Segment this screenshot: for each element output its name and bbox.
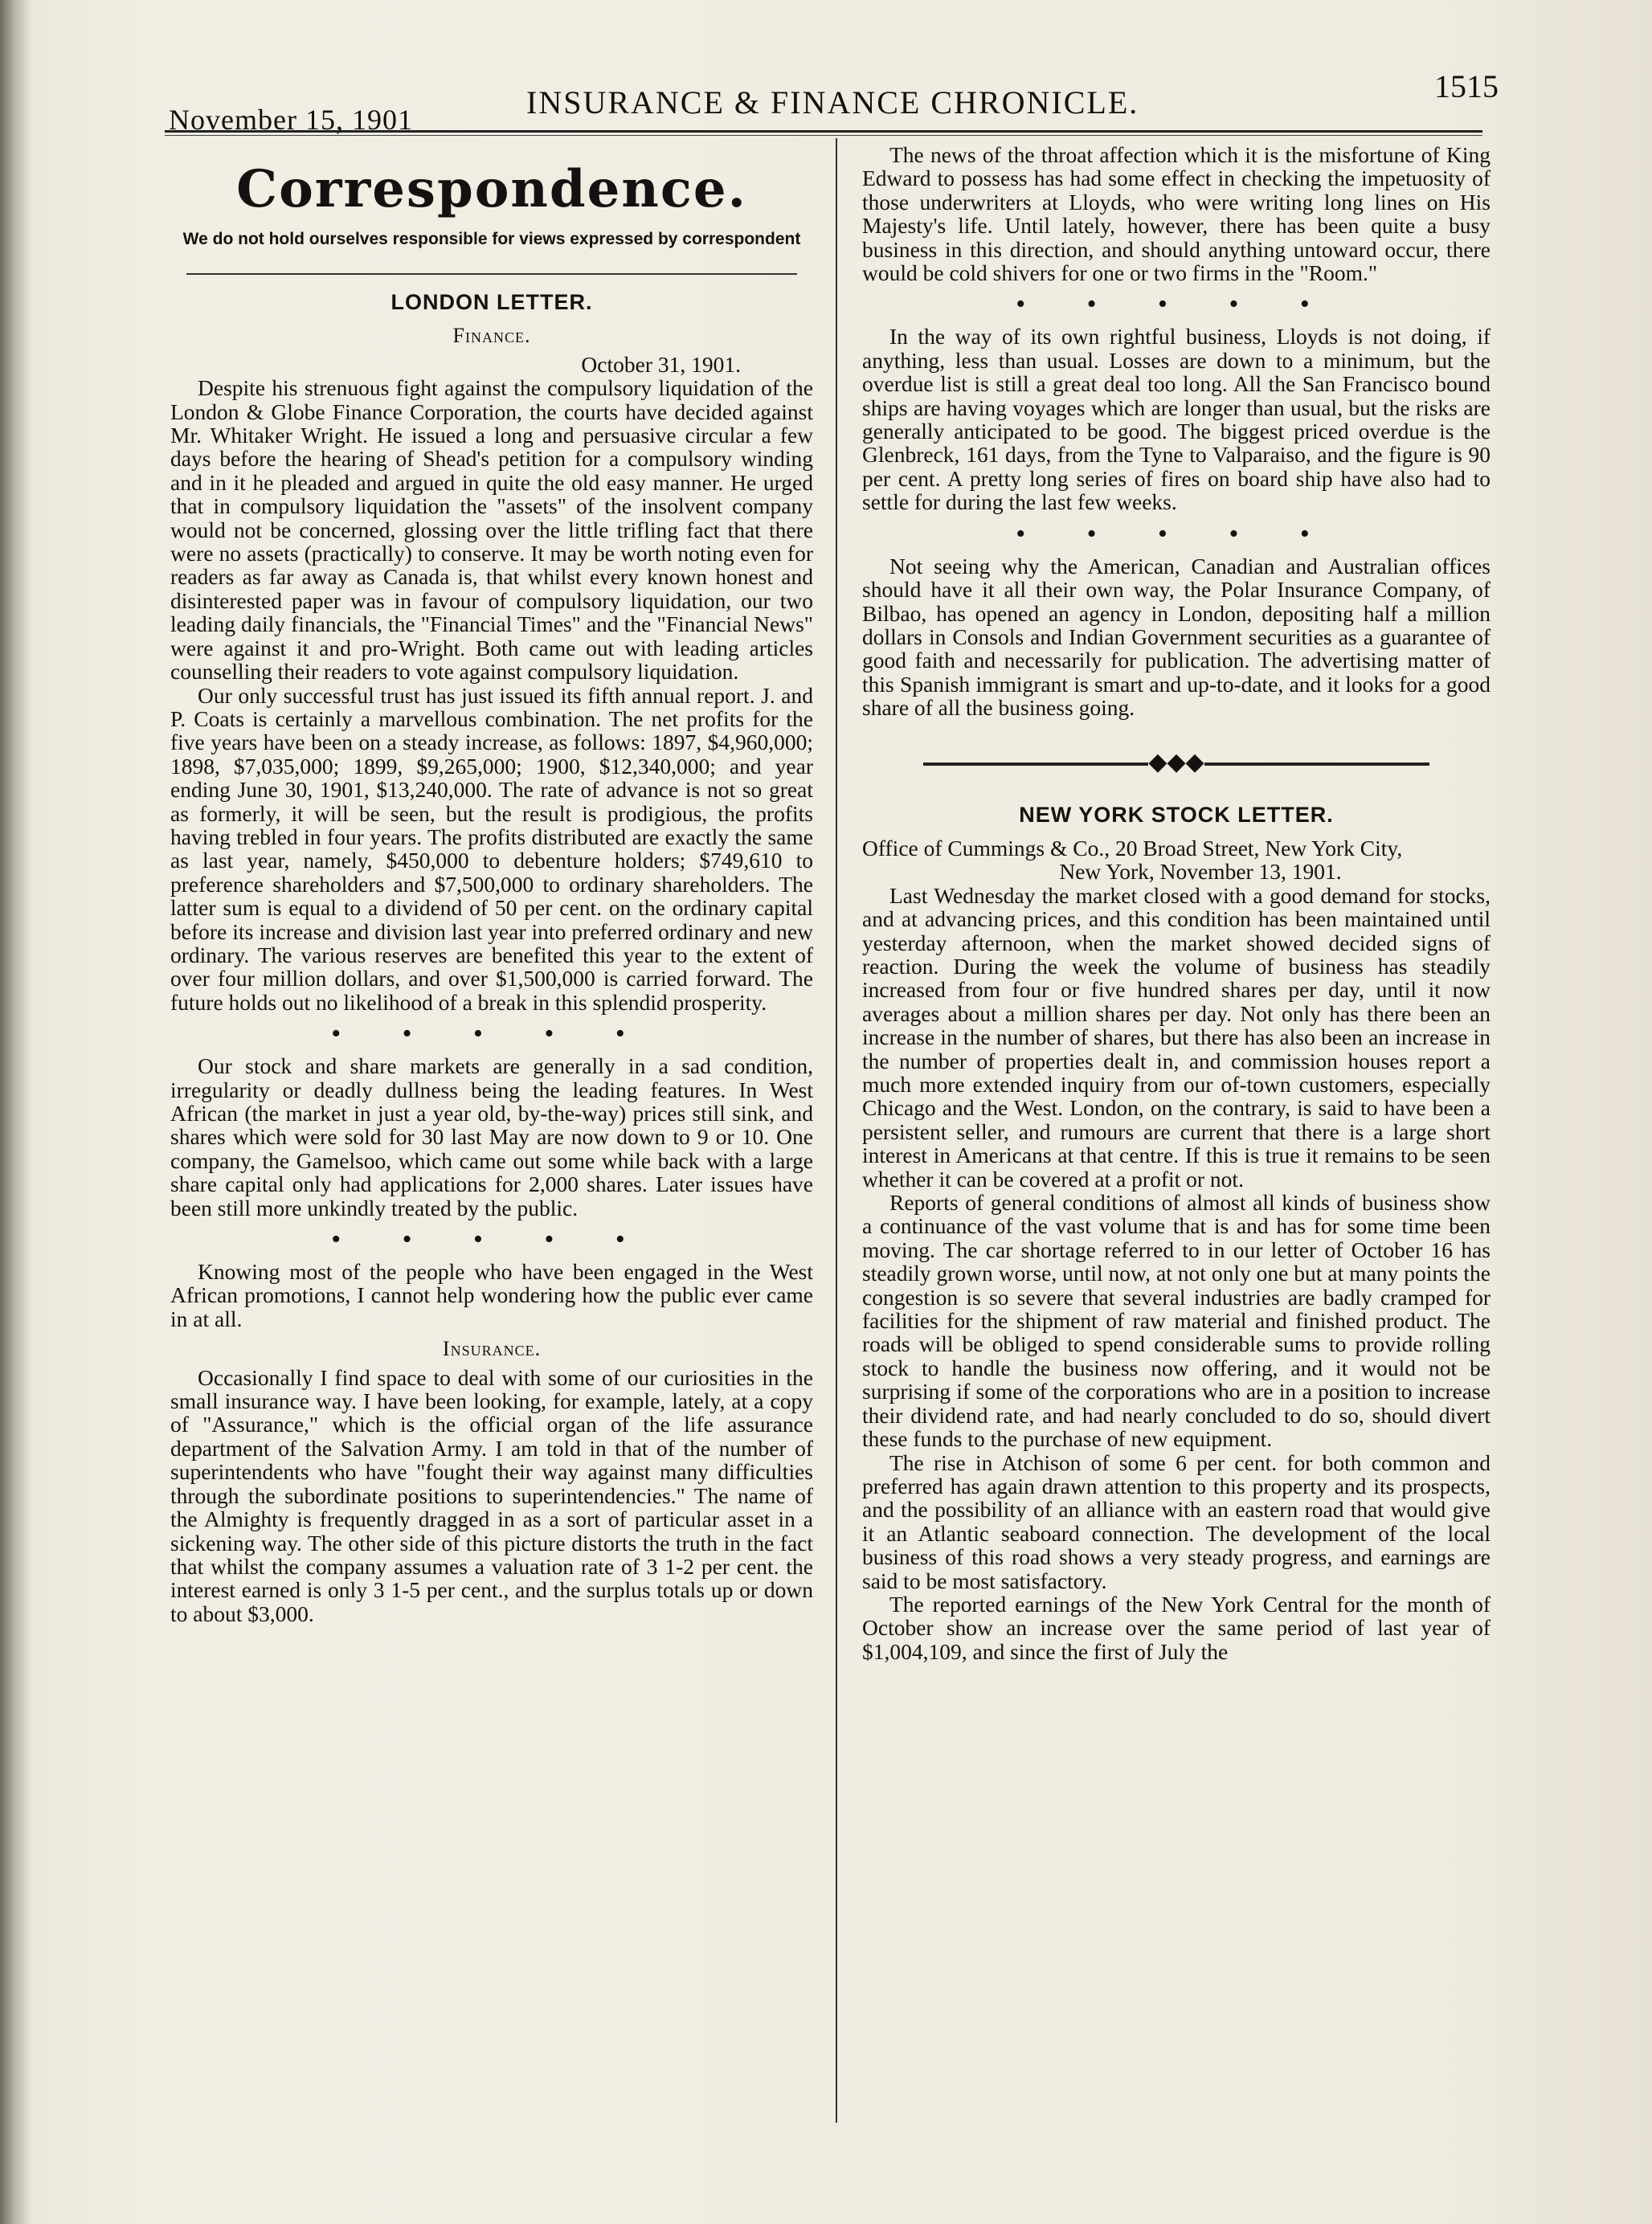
header-date: November 15, 1901: [169, 104, 413, 136]
column-divider: [836, 138, 837, 2123]
paragraph: Occasionally I find space to deal with some of our curiosities in the small insurance way. I have been looking, for example, lately, at a copy of "Assurance," which is the official organ of the life assurance department of the Salvation Army. I am told in that of the number of superintendents who have "fought their way against many difficulties through the subordinate positions to superintendencies." The name of the Almighty is frequently dragged in as a sort of particular asset in a sickening way. The other side of this picture distorts the truth in the fact that whilst the company assumes a valuation rate of 3 1-2 per cent. the interest earned is only 3 1-5 per cent., and the surplus totals up or down to about $3,000.: [170, 1364, 813, 1626]
paragraph: Knowing most of the people who have been engaged in the West African promotions, I cannot help wondering how the public ever came in at all.: [170, 1259, 813, 1331]
paragraph: Our only successful trust has just issued its fifth annual report. J. and P. Coats is certainly a marvellous combination. The net profits for the five years have been on a steady increase, as follows: 1897, $4,960,000; 1898, $7,035,000; 1899, $9,265,000; 1900, $12,340,000; and year ending June 30, 1901, $13,240,000. The rate of advance is not so great as formerly, it will be seen, but the result is prodigious, the profits having trebled in four years. The profits distributed are exactly the same as last year, namely, $450,000 to debenture holders; $749,610 to preference shareholders and $7,500,000 to ordinary shareholders. The latter sum is equal to a dividend of 50 per cent. on the ordinary capital before its increase and division last year into preferred ordinary and new ordinary. The various reserves are benefited this year to the extent of over four million dollars, and over $1,500,000 is carried forward. The future holds out no likelihood of a break in this splendid prosperity.: [170, 682, 813, 1015]
paragraph: Despite his strenuous fight against the compulsory liquidation of the London & Globe Finance Corporation, the courts have decided against Mr. Whitaker Wright. He issued a long and persuasive circular a few days before the hearing of Shead's petition for a compulsory winding and in it he pleaded and argued in quite the old easy manner. He urged that in compulsory liquidation the "assets" of the insolvent company would not be concerned, glossing over the little trifling fact that there were no assets (practically) to conserve. It may be worth noting even for readers as far away as Canada is, that whilst every known honest and disinterested paper was in favour of compulsory liquidation, our two leading daily financials, the "Financial Times" and the "Financial News" were against it and pro-Wright. Both came out with leading articles counselling their readers to vote against compulsory liquidation.: [170, 375, 813, 685]
paragraph: The news of the throat affection which it is the misfortune of King Edward to possess has had some effect in checking the impetuosity of those underwriters at Lloyds, who were writing long lines on His Majesty's life. Until lately, however, there has been quite a busy business in this direction, and should anything untoward occur, there would be cold shivers for one or two firms in the "Room.": [862, 142, 1490, 286]
running-header: [165, 63, 1499, 136]
ornament-rule: ◆◆◆: [862, 750, 1490, 775]
separator-dots: • • • • •: [1016, 518, 1337, 549]
office-date: New York, November 13, 1901.: [1059, 859, 1342, 885]
separator-dots: • • • • •: [331, 1224, 652, 1255]
section-title: Correspondence.: [236, 159, 747, 219]
paragraph: Not seeing why the American, Canadian and Australian offices should have it all their own way, the Polar Insurance Company, of Bilbao, has opened an agency in London, depositing half a million dollars in Consols and Indian Government securities as a guarantee of good faith and necessarily for publication. The advertising matter of this Spanish immigrant is smart and up-to-date, and it looks for a good share of all the business going.: [862, 553, 1490, 721]
right-column: [862, 143, 1490, 1663]
london-letter-title: LONDON LETTER.: [391, 290, 593, 314]
left-column: [170, 143, 813, 1625]
paragraph: The reported earnings of the New York Central for the month of October show an increase over the same period of last year of $1,004,109, and since the first of July the: [862, 1591, 1490, 1664]
ny-letter-title: NEW YORK STOCK LETTER.: [1019, 802, 1334, 827]
paragraph: Reports of general conditions of almost all kinds of business show a continuance of the vast volume that is and has for some time been moving. The car shortage referred to in our letter of October 16 has steadily grown worse, until now, at not only one but at many points the congestion is so severe that several industries are badly cramped for facilities for the shipment of raw material and finished product. The roads will be obliged to spend considerable sums to provide rolling stock to handle the business now offering, and it would not be surprising if some of the corporations who are in a position to increase their dividend rate, and had nearly concluded to do so, should divert these funds to the purchase of new equipment.: [862, 1190, 1490, 1452]
section-rule: [186, 273, 797, 275]
paragraph: The rise in Atchison of some 6 per cent. for both common and preferred has again drawn attention to this property and its prospects, and the possibility of an alliance with an eastern road that would give it an Atlantic seaboard connection. The development of the local business of this road shows a very steady progress, and earnings are said to be most satisfactory.: [862, 1449, 1490, 1593]
paragraph: In the way of its own rightful business, Lloyds is not doing, if anything, less than usual. Losses are down to a minimum, but the overdue list is still a great deal too long. All the San Francisco bound ships are having voyages which are longer than usual, but the risks are generally anticipated to be good. The biggest priced overdue is the Glenbreck, 161 days, from the Tyne to Valparaiso, and the figure is 90 per cent. A pretty long series of fires on board ship have also had to settle for during the last few weeks.: [862, 324, 1490, 515]
dateline: October 31, 1901.: [581, 351, 741, 377]
finance-subhead: Finance.: [452, 324, 531, 348]
paragraph: Our stock and share markets are generally in a sad condition, irregularity or deadly dullness being the leading features. In West African (the market in just a year old, by-the-way) prices still sink, and shares which were sold for 30 last May are now down to 9 or 10. One company, the Gamelsoo, which came out some while back with a large share capital only had applications for 2,000 shares. Later issues have been still more unkindly treated by the public.: [170, 1053, 813, 1220]
header-rule: [165, 130, 1482, 133]
page-number: 1515: [1434, 68, 1499, 104]
office-line: Office of Cummings & Co., 20 Broad Street, New York City,: [862, 835, 1403, 861]
header-title: INSURANCE & FINANCE CHRONICLE.: [526, 84, 1139, 121]
paragraph: Last Wednesday the market closed with a good demand for stocks, and at advancing prices, and this condition has been maintained until yesterday afternoon, when the market showed decided signs of reaction. During the week the volume of business has steadily increased from four or five hundred shares per day, until it now averages about a million shares per day. Not only has there been an increase in the number of shares, but there has also been an increase in the number of properties dealt in, and commission houses report a much more extended inquiry from our of-town customers, especially Chicago and the West. London, on the contrary, is said to have been a persistent seller, and rumours are current that there is a large short interest in Americans at that centre. If this is true it remains to be seen whether it can be covered at a profit or not.: [862, 882, 1490, 1192]
insurance-subhead: Insurance.: [442, 1337, 542, 1361]
header-rule-thin: [165, 135, 1482, 136]
disclaimer: We do not hold ourselves responsible for views expressed by correspondent: [182, 230, 801, 248]
separator-dots: • • • • •: [331, 1019, 652, 1049]
separator-dots: • • • • •: [1016, 289, 1337, 320]
